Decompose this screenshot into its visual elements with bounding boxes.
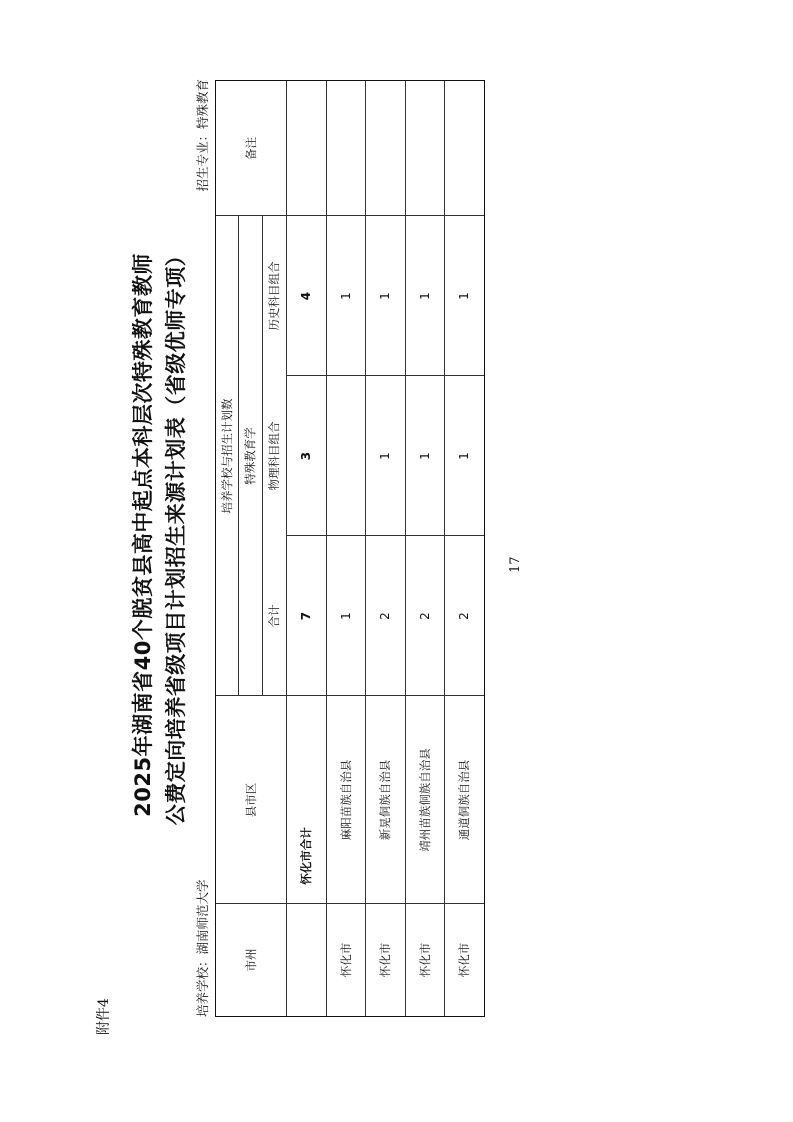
- row-physics: 1: [417, 452, 432, 460]
- enrollment-plan-table: [215, 80, 485, 1017]
- row-total: 2: [417, 612, 432, 620]
- summary-total: 7: [299, 611, 313, 621]
- header-plan-group: 培养学校与招生计划数: [220, 398, 234, 514]
- row-county: 靖州苗族侗族自治县: [417, 748, 432, 852]
- row-total: 1: [338, 612, 353, 620]
- header-city: 市州: [244, 948, 258, 972]
- row-history: 1: [417, 292, 432, 300]
- header-remark: 备注: [244, 137, 258, 160]
- row-history: 1: [457, 292, 471, 300]
- row-remark: [405, 81, 444, 216]
- row-county: 新晃侗族自治县: [378, 759, 392, 841]
- header-major: 特殊教育学: [243, 427, 257, 485]
- row-remark: [326, 81, 365, 216]
- header-physics: 物理科目组合: [267, 421, 281, 491]
- summary-physics: 3: [299, 451, 313, 461]
- row-physics: [326, 376, 365, 536]
- page-title-line-2: 公费定向培养省级项目计划招生来源计划表（省级优师专项）: [164, 244, 188, 826]
- row-county: 麻阳苗族自治县: [338, 759, 353, 841]
- header-total: 合计: [267, 604, 281, 628]
- row-county: 通道侗族自治县: [457, 759, 471, 841]
- row-city: 怀化市: [457, 942, 471, 978]
- row-physics: 1: [457, 452, 471, 460]
- row-history: 1: [338, 292, 353, 300]
- attachment-label: 附件4: [96, 998, 112, 1035]
- row-remark: [444, 81, 484, 216]
- training-school-label: 培养学校：湖南师范大学: [195, 879, 210, 1017]
- summary-label: 怀化市合计: [299, 827, 313, 885]
- page-number: 17: [508, 556, 523, 573]
- header-history: 历史科目组合: [267, 261, 281, 331]
- rotated-landscape-page: [90, 35, 550, 1035]
- row-total: 2: [457, 612, 471, 620]
- row-city: 怀化市: [338, 942, 353, 978]
- row-physics: 1: [378, 452, 392, 460]
- row-city: 怀化市: [417, 942, 432, 978]
- enrollment-major-label: 招生专业：特殊教育: [195, 79, 210, 192]
- row-total: 2: [378, 612, 392, 620]
- row-city: 怀化市: [378, 942, 392, 978]
- summary-remark: [286, 81, 326, 216]
- header-county: 县市区: [244, 782, 258, 818]
- summary-history: 4: [299, 291, 313, 301]
- row-history: 1: [378, 292, 392, 300]
- page-title-line-1: 2025年湖南省40个脱贫县高中起点本科层次特殊教育教师: [131, 253, 155, 817]
- row-remark: [365, 81, 405, 216]
